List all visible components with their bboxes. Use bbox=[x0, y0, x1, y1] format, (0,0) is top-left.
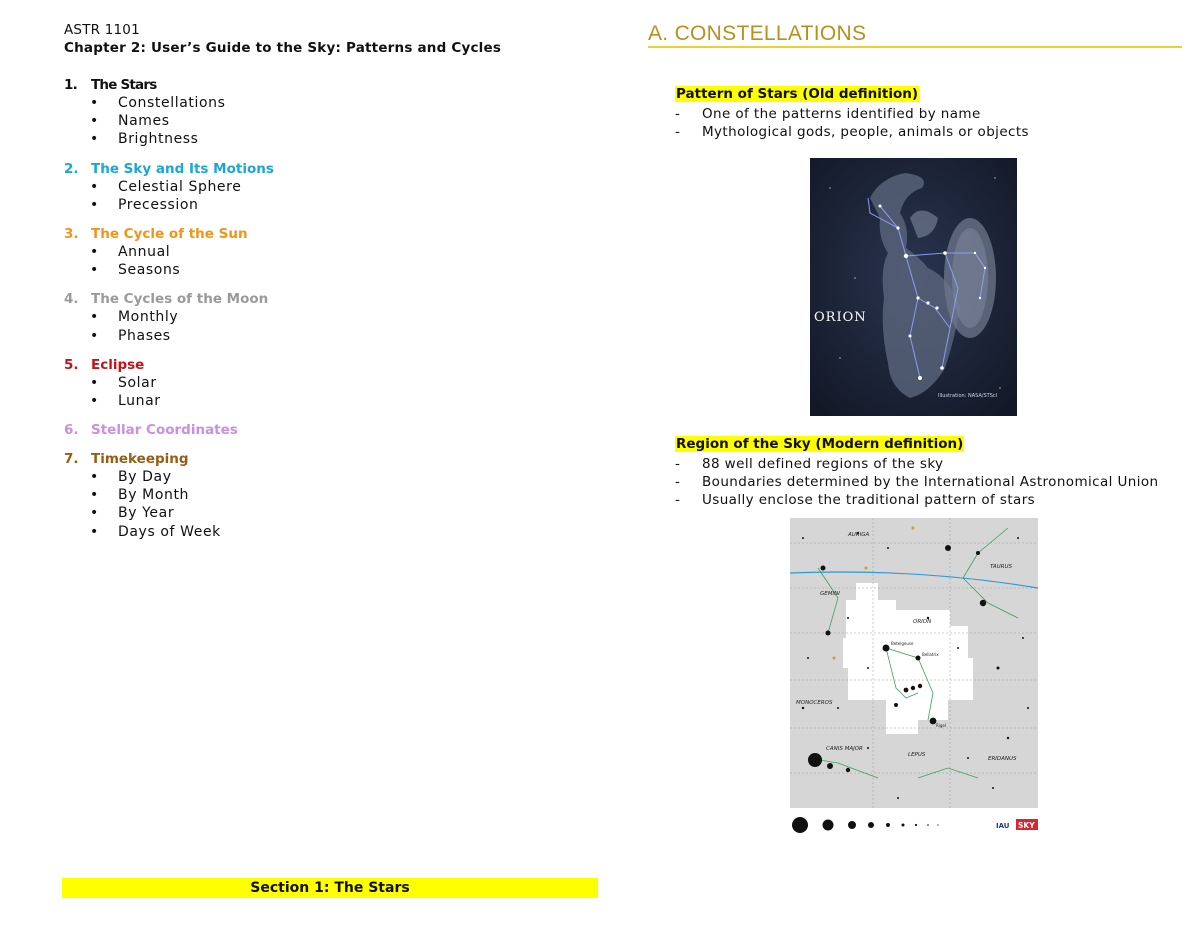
iau-sky-logo bbox=[996, 819, 1038, 830]
bullet-icon: • bbox=[90, 469, 99, 486]
bullet-icon: • bbox=[90, 196, 99, 213]
bullet-icon: • bbox=[90, 262, 99, 279]
list-item bbox=[64, 504, 584, 522]
orion-illustration bbox=[810, 158, 1017, 416]
orion-image bbox=[810, 158, 1017, 416]
topic-text: Precession bbox=[118, 196, 199, 213]
svg-text:SKY: SKY bbox=[1018, 821, 1035, 830]
map-label: AURIGA bbox=[848, 532, 870, 538]
old-definition-list bbox=[675, 105, 1029, 141]
section-heading-text: Timekeeping bbox=[91, 451, 189, 468]
section-heading-text: The Sky and Its Motions bbox=[91, 160, 274, 177]
topic-list bbox=[64, 468, 584, 541]
bullet-icon: • bbox=[90, 131, 99, 148]
outline-section bbox=[64, 76, 584, 149]
list-item bbox=[64, 94, 584, 112]
topic-text: Names bbox=[118, 113, 170, 130]
section-heading-text: The Stars bbox=[91, 77, 157, 93]
outline-section bbox=[64, 421, 584, 439]
bullet-icon: • bbox=[90, 505, 99, 522]
topic-list bbox=[64, 374, 584, 410]
modern-definition-heading: Region of the Sky (Modern definition) bbox=[676, 436, 964, 452]
outline-section bbox=[64, 356, 584, 410]
section-heading bbox=[64, 421, 584, 439]
topic-list bbox=[64, 243, 584, 279]
topic-text: Lunar bbox=[118, 392, 161, 409]
section-number: 1. bbox=[64, 77, 77, 93]
topic-text: By Day bbox=[118, 469, 172, 486]
section-number: 6. bbox=[64, 422, 79, 439]
topic-text: Constellations bbox=[118, 95, 226, 111]
list-item bbox=[64, 261, 584, 279]
list-item: - Boundaries determined by the International Astronomical Union bbox=[675, 474, 1159, 490]
list-item bbox=[64, 468, 584, 486]
modern-definition-list bbox=[675, 455, 1159, 509]
map-label: TAURUS bbox=[990, 564, 1012, 570]
bullet-icon: • bbox=[90, 523, 99, 540]
list-item: - 88 well defined regions of the sky bbox=[675, 456, 944, 472]
topic-text: Days of Week bbox=[118, 523, 221, 540]
section-heading bbox=[64, 450, 584, 468]
chapter-title: Chapter 2: User’s Guide to the Sky: Patterns and Cycles bbox=[64, 40, 502, 56]
bullet-icon: • bbox=[90, 95, 99, 111]
section-heading-text: The Cycle of the Sun bbox=[91, 225, 248, 242]
section-number: 3. bbox=[64, 225, 79, 242]
section-heading bbox=[64, 160, 584, 178]
list-item: - Mythological gods, people, animals or objects bbox=[675, 124, 1029, 140]
list-item bbox=[64, 523, 584, 541]
list-item bbox=[64, 130, 584, 148]
section-heading-text: The Cycles of the Moon bbox=[91, 291, 269, 308]
title-underline bbox=[648, 46, 1182, 48]
map-star-label: Rigel bbox=[936, 723, 947, 728]
topic-text: Brightness bbox=[118, 131, 199, 148]
topic-text: Annual bbox=[118, 243, 171, 260]
course-code: ASTR 1101 bbox=[64, 22, 140, 38]
map-label: CANIS MAJOR bbox=[826, 746, 863, 752]
section-heading bbox=[64, 290, 584, 308]
section-heading bbox=[64, 76, 584, 94]
topic-list bbox=[64, 178, 584, 214]
section-heading-text: Eclipse bbox=[91, 356, 145, 373]
section-title: A. CONSTELLATIONS bbox=[648, 22, 867, 45]
bullet-icon: • bbox=[90, 327, 99, 344]
topic-list bbox=[64, 94, 584, 149]
list-item bbox=[64, 178, 584, 196]
map-label: ORION bbox=[913, 619, 932, 625]
iau-star-map bbox=[768, 508, 1068, 838]
bullet-icon: • bbox=[90, 113, 99, 130]
outline-section bbox=[64, 225, 584, 279]
topic-text: Phases bbox=[118, 327, 171, 344]
outline-section bbox=[64, 290, 584, 344]
list-item: - Usually enclose the traditional pattern of stars bbox=[675, 492, 1036, 508]
bullet-icon: • bbox=[90, 374, 99, 391]
chapter-outline bbox=[64, 76, 584, 552]
section-number: 5. bbox=[64, 356, 79, 373]
section-heading bbox=[64, 225, 584, 243]
topic-text: Monthly bbox=[118, 309, 179, 326]
map-label: MONOCEROS bbox=[796, 700, 833, 706]
map-star-label: Bellatrix bbox=[922, 652, 939, 657]
list-item bbox=[64, 196, 584, 214]
orion-label: ORION bbox=[814, 310, 867, 325]
list-item: - One of the patterns identified by name bbox=[675, 106, 981, 122]
bullet-icon: • bbox=[90, 392, 99, 409]
section-heading bbox=[64, 356, 584, 374]
list-item bbox=[64, 392, 584, 410]
list-item bbox=[64, 374, 584, 392]
image-credit: Illustration: NASA/STScI bbox=[938, 393, 998, 399]
map-label: LEPUS bbox=[908, 752, 926, 758]
bullet-icon: • bbox=[90, 309, 99, 326]
topic-text: Celestial Sphere bbox=[118, 178, 242, 195]
section-heading-text: Stellar Coordinates bbox=[91, 422, 238, 439]
topic-text: Seasons bbox=[118, 262, 181, 279]
section-number: 4. bbox=[64, 291, 79, 308]
list-item bbox=[64, 112, 584, 130]
section-number: 2. bbox=[64, 160, 79, 177]
svg-text:IAU: IAU bbox=[996, 822, 1010, 830]
map-label: ERIDANUS bbox=[988, 756, 1017, 762]
topic-list bbox=[64, 308, 584, 344]
section-number: 7. bbox=[64, 451, 79, 468]
topic-text: Solar bbox=[118, 374, 157, 391]
list-item bbox=[64, 327, 584, 345]
bullet-icon: • bbox=[90, 243, 99, 260]
topic-text: By Year bbox=[118, 505, 175, 522]
bullet-icon: • bbox=[90, 178, 99, 195]
bullet-icon: • bbox=[90, 487, 99, 504]
list-item bbox=[64, 243, 584, 261]
map-star-label: Betelgeuse bbox=[891, 641, 914, 646]
outline-section bbox=[64, 160, 584, 214]
list-item bbox=[64, 486, 584, 504]
list-item bbox=[64, 308, 584, 326]
outline-section bbox=[64, 450, 584, 541]
section-footer: Section 1: The Stars bbox=[62, 878, 598, 898]
old-definition-heading: Pattern of Stars (Old definition) bbox=[676, 86, 919, 102]
topic-text: By Month bbox=[118, 487, 190, 504]
map-label: GEMINI bbox=[820, 591, 840, 597]
